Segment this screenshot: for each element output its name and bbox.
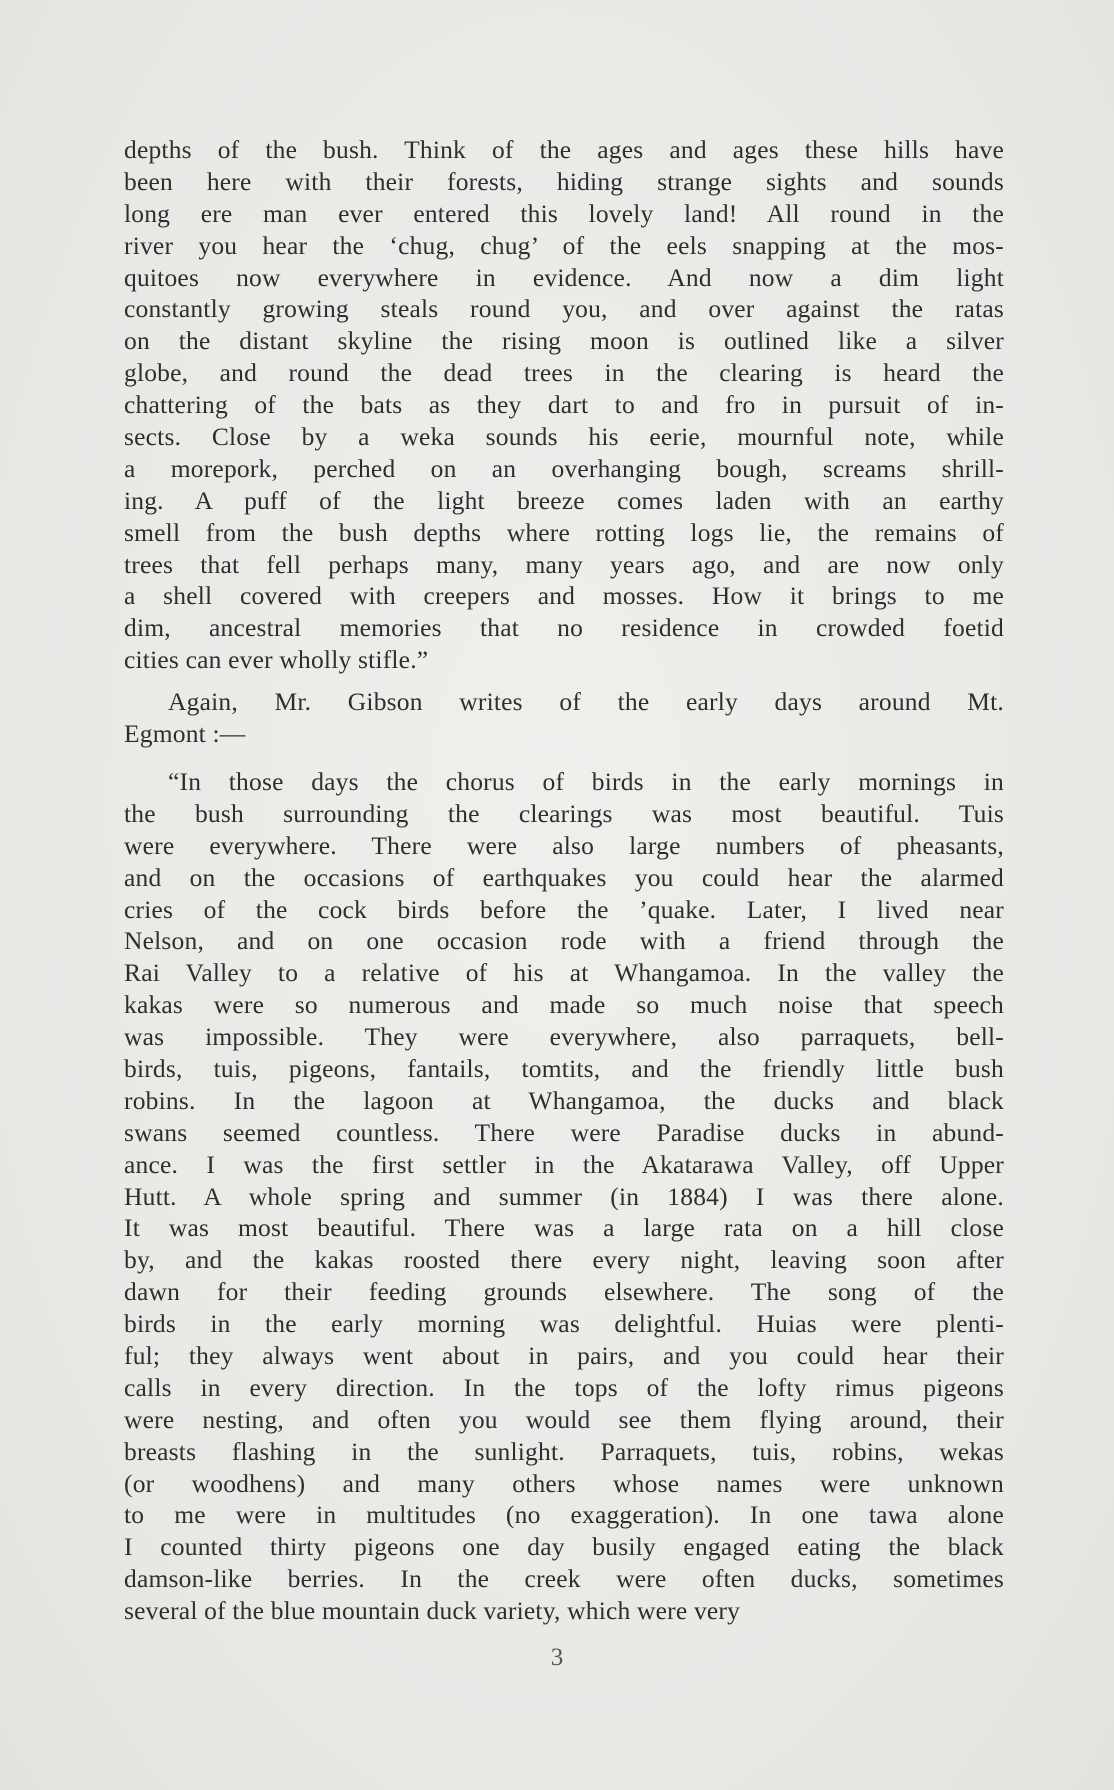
text-line: a morepork, perched on an overhanging bough, screams shrill- (124, 453, 1004, 483)
text-line: swans seemed countless. There were Paradise ducks in abund- (124, 1117, 1004, 1147)
text-line: depths of the bush. Think of the ages and ages these hills have (124, 135, 1004, 164)
text-line: birds in the early morning was delightful. Huias were plenti- (124, 1309, 1004, 1339)
text-line: been here with their forests, hiding strange sights and sounds (124, 166, 1004, 196)
text-line: river you hear the ‘chug, chug’ of the eels snapping at the mos- (124, 230, 1004, 260)
text-line: trees that fell perhaps many, many years ago, and are now only (124, 549, 1004, 579)
text-line: damson-like berries. In the creek were often ducks, sometimes (124, 1564, 1004, 1594)
text-line: smell from the bush depths where rotting logs lie, the remains of (124, 517, 1004, 547)
text-line: It was most beautiful. There was a large rata on a hill close (124, 1213, 1004, 1243)
text-line: globe, and round the dead trees in the clearing is heard the (124, 358, 1004, 388)
text-line: birds, tuis, pigeons, fantails, tomtits, and the friendly little bush (124, 1054, 1004, 1084)
text-line: Hutt. A whole spring and summer (in 1884) I was there alone. (124, 1181, 1004, 1211)
text-line: (or woodhens) and many others whose names were unknown (124, 1468, 1004, 1498)
text-line: chattering of the bats as they dart to and fro in pursuit of in- (124, 390, 1004, 420)
text-line: cries of the cock birds before the ’quake. Later, I lived near (124, 894, 1004, 924)
text-line: dim, ancestral memories that no residence in crowded foetid (124, 613, 1004, 643)
text-line: to me were in multitudes (no exaggeration). In one tawa alone (124, 1500, 1004, 1530)
text-line: “In those days the chorus of birds in the early mornings in (168, 767, 1004, 796)
text-line: were everywhere. There were also large numbers of pheasants, (124, 830, 1004, 860)
text-line: kakas were so numerous and made so much noise that speech (124, 990, 1004, 1020)
text-line: Nelson, and on one occasion rode with a friend through the (124, 926, 1004, 956)
text-line: the bush surrounding the clearings was most beautiful. Tuis (124, 798, 1004, 828)
text-line: dawn for their feeding grounds elsewhere. The song of the (124, 1277, 1004, 1307)
page-number: 3 (550, 1644, 564, 1671)
text-line: by, and the kakas roosted there every night, leaving soon after (124, 1245, 1004, 1275)
text-line: ance. I was the first settler in the Akatarawa Valley, off Upper (124, 1149, 1004, 1179)
text-line: quitoes now everywhere in evidence. And now a dim light (124, 262, 1004, 292)
text-line: long ere man ever entered this lovely land! All round in the (124, 198, 1004, 228)
text-line: ing. A puff of the light breeze comes laden with an earthy (124, 485, 1004, 515)
text-line: ful; they always went about in pairs, and you could hear their (124, 1341, 1004, 1371)
text-line: robins. In the lagoon at Whangamoa, the ducks and black (124, 1085, 1004, 1115)
text-line: several of the blue mountain duck variety, which were very (124, 1596, 741, 1626)
text-line: calls in every direction. In the tops of the lofty rimus pigeons (124, 1372, 1004, 1402)
text-line: a shell covered with creepers and mosses. How it brings to me (124, 581, 1004, 611)
text-line: Rai Valley to a relative of his at Whangamoa. In the valley the (124, 958, 1004, 988)
text-line: was impossible. They were everywhere, also parraquets, bell- (124, 1022, 1004, 1052)
text-line: cities can ever wholly stifle.” (124, 645, 429, 675)
paragraph-bush-night (124, 134, 1004, 676)
text-line: constantly growing steals round you, and over against the ratas (124, 294, 1004, 324)
paragraph-birds-chorus (124, 766, 1004, 1627)
text-line: Egmont :— (124, 718, 246, 748)
text-line: sects. Close by a weka sounds his eerie, mournful note, while (124, 422, 1004, 452)
text-line: Again, Mr. Gibson writes of the early days around Mt. (168, 687, 1004, 716)
text-line: were nesting, and often you would see them flying around, their (124, 1404, 1004, 1434)
paragraph-mt-egmont-intro (124, 686, 1004, 750)
text-line: I counted thirty pigeons one day busily engaged eating the black (124, 1532, 1004, 1562)
text-line: on the distant skyline the rising moon is outlined like a silver (124, 326, 1004, 356)
text-line: breasts flashing in the sunlight. Parraquets, tuis, robins, wekas (124, 1436, 1004, 1466)
text-line: and on the occasions of earthquakes you could hear the alarmed (124, 862, 1004, 892)
